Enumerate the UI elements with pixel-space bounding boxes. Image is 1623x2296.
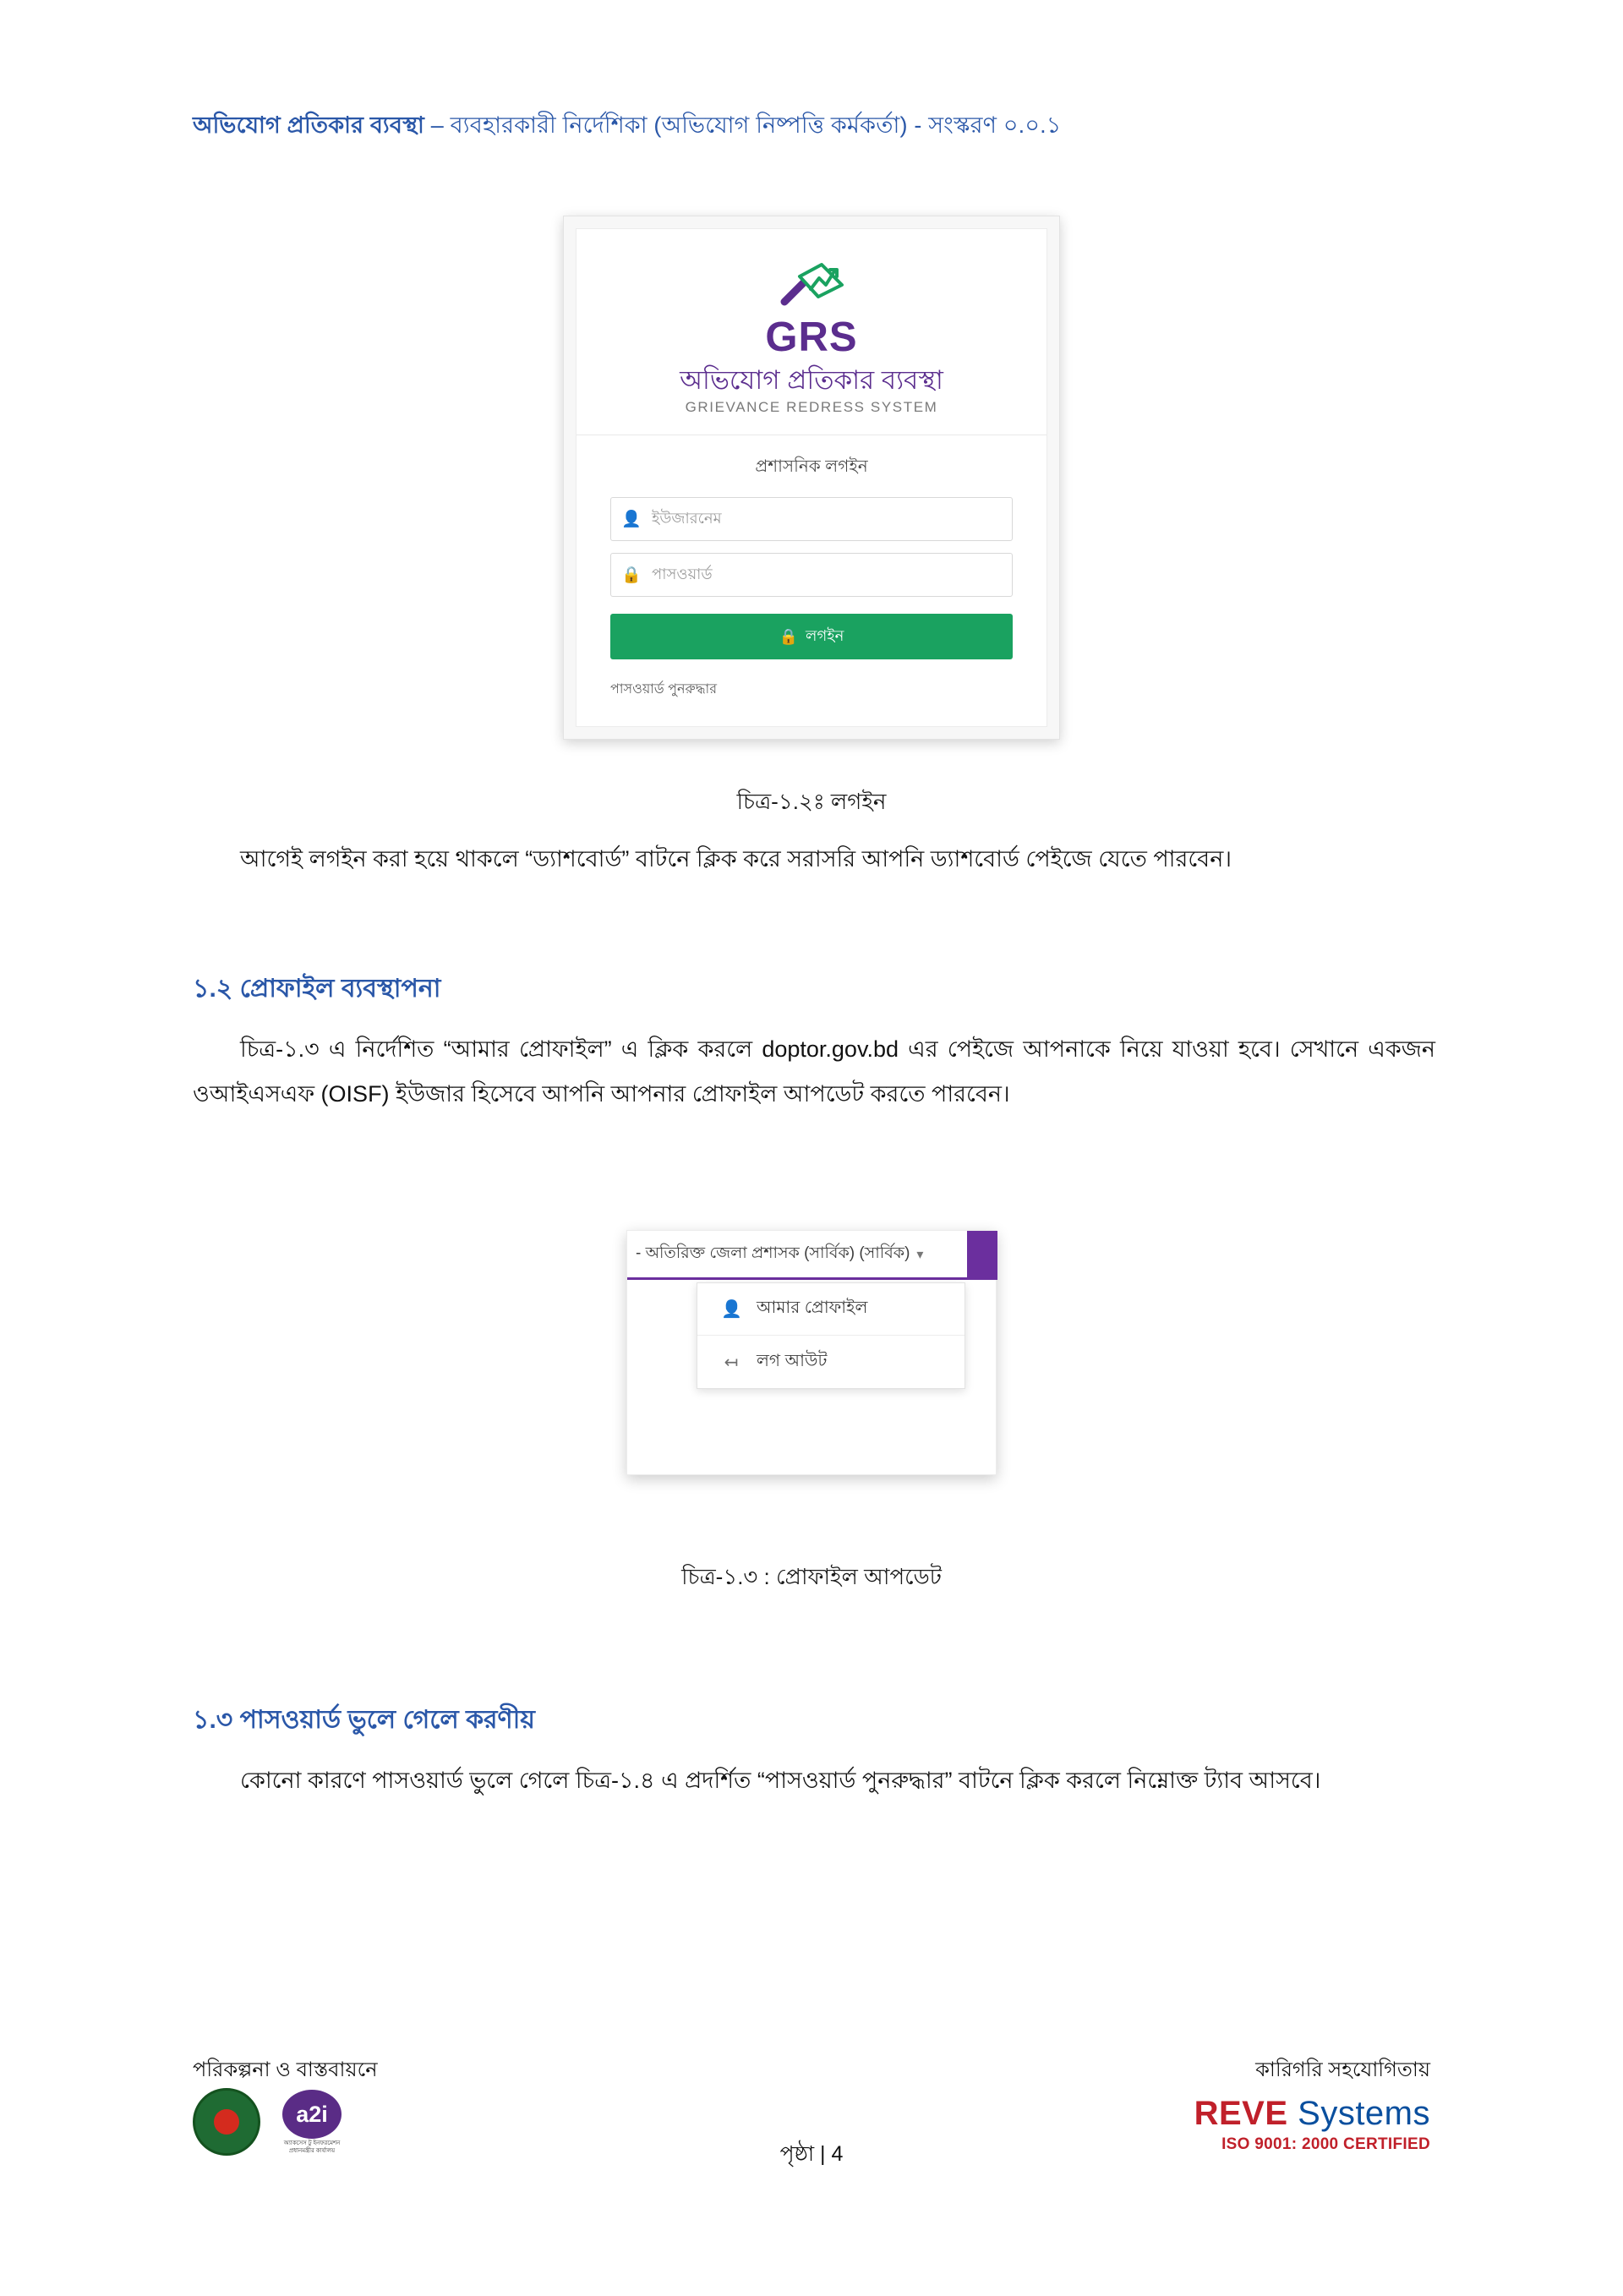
vendor-name-primary: REVE bbox=[1194, 2095, 1288, 2132]
admin-login-title: প্রশাসনিক লগইন bbox=[755, 457, 868, 477]
grs-title-en: GRIEVANCE REDRESS SYSTEM bbox=[685, 399, 938, 416]
figure-profile bbox=[0, 1230, 1623, 1475]
password-input[interactable] bbox=[610, 553, 1013, 597]
header-subtitle: – ব্যবহারকারী নির্দেশিকা (অভিযোগ নিষ্পত্তি কর্মকর্তা) - সংস্করণ ০.০.১ bbox=[430, 112, 1062, 138]
grs-branding bbox=[610, 251, 1013, 416]
figure-profile-caption: চিত্র-১.৩ : প্রোফাইল আপডেট bbox=[681, 1564, 942, 1589]
username-input[interactable] bbox=[610, 497, 1013, 541]
grs-title-bn: অভিযোগ প্রতিকার ব্যবস্থা bbox=[680, 365, 943, 395]
vendor-iso-line: ISO 9001: 2000 CERTIFIED bbox=[1221, 2135, 1430, 2153]
login-card bbox=[576, 228, 1047, 727]
footer-right-label: কারিগরি সহযোগিতায় bbox=[1255, 2058, 1430, 2081]
vendor-logo bbox=[1194, 2096, 1430, 2154]
logout-icon: ↤ bbox=[724, 1353, 739, 1372]
login-button[interactable] bbox=[610, 614, 1013, 659]
lock-icon-small: 🔒 bbox=[779, 627, 799, 645]
profile-screenshot-frame bbox=[626, 1230, 997, 1475]
menu-item-label: লগ আউট bbox=[757, 1351, 828, 1370]
chevron-down-icon[interactable]: ▾ bbox=[916, 1247, 924, 1262]
vendor-name bbox=[1194, 2096, 1430, 2130]
menu-item-logout[interactable] bbox=[697, 1336, 965, 1388]
page-number: পৃষ্ঠা | 4 bbox=[779, 2142, 844, 2166]
paragraph-1-3: কোনো কারণে পাসওয়ার্ড ভুলে গেলে চিত্র-১.৪ এ প্রদর্শিত “পাসওয়ার্ড পুনরুদ্ধার” বাটনে ক্লিক করলে নিম্নোক্ত ট্যাব আসবে। bbox=[240, 1768, 1321, 1793]
login-screenshot-frame bbox=[563, 216, 1060, 740]
heading-1-2: ১.২ প্রোফাইল ব্যবস্থাপনা bbox=[193, 975, 441, 1003]
user-icon: 👤 bbox=[721, 1300, 742, 1319]
forgot-password-link[interactable]: পাসওয়ার্ড পুনরুদ্ধার bbox=[610, 682, 717, 697]
paragraph-1-2: চিত্র-১.৩ এ নির্দেশিত “আমার প্রোফাইল” এ ক্লিক করলে doptor.gov.bd এর পেইজে আপনাকে নিয়ে যাওয়া হবে। সেখানে একজন ওআইএসএফ (OISF) ইউজার হিসেবে আপনি আপনার প্রোফাইল আপডেট করতে পারবেন। bbox=[193, 1036, 1435, 1107]
topbar-accent-block bbox=[967, 1231, 997, 1280]
header-title: অভিযোগ প্রতিকার ব্যবস্থা bbox=[193, 112, 425, 138]
a2i-caption: অ্যাকসেস টু ইনফরমেশন প্রধানমন্ত্রীর কার্যালয় bbox=[283, 2140, 341, 2154]
footer-left-label: পরিকল্পনা ও বাস্তবায়নে bbox=[193, 2058, 378, 2081]
user-icon: 👤 bbox=[621, 511, 642, 529]
a2i-mark: a2i bbox=[282, 2090, 342, 2139]
profile-topbar bbox=[627, 1231, 997, 1280]
profile-user-label[interactable]: - অতিরিক্ত জেলা প্রশাসক (সার্বিক) (সার্বিক) bbox=[636, 1244, 910, 1262]
heading-1-3: ১.৩ পাসওয়ার্ড ভুলে গেলে করণীয় bbox=[193, 1706, 535, 1734]
password-placeholder: পাসওয়ার্ড bbox=[652, 565, 713, 582]
paragraph-after-login: আগেই লগইন করা হয়ে থাকলে “ড্যাশবোর্ড” বাটনে ক্লিক করে সরাসরি আপনি ড্যাশবোর্ড পেইজে যেতে পারবেন। bbox=[240, 846, 1232, 872]
login-button-label: লগইন bbox=[806, 626, 844, 644]
lock-icon: 🔒 bbox=[621, 566, 642, 585]
menu-item-my-profile[interactable] bbox=[697, 1283, 965, 1336]
username-placeholder: ইউজারনেম bbox=[652, 509, 722, 527]
grs-wordmark: GRS bbox=[765, 314, 858, 360]
grs-logo-icon bbox=[771, 260, 852, 315]
profile-dropdown-menu bbox=[697, 1282, 965, 1389]
vendor-name-secondary: Systems bbox=[1298, 2095, 1430, 2132]
menu-item-label: আমার প্রোফাইল bbox=[757, 1298, 868, 1317]
document-header bbox=[193, 108, 1430, 146]
figure-login-caption: চিত্র-১.২ঃ লগইন bbox=[736, 789, 887, 814]
figure-login bbox=[0, 216, 1623, 740]
